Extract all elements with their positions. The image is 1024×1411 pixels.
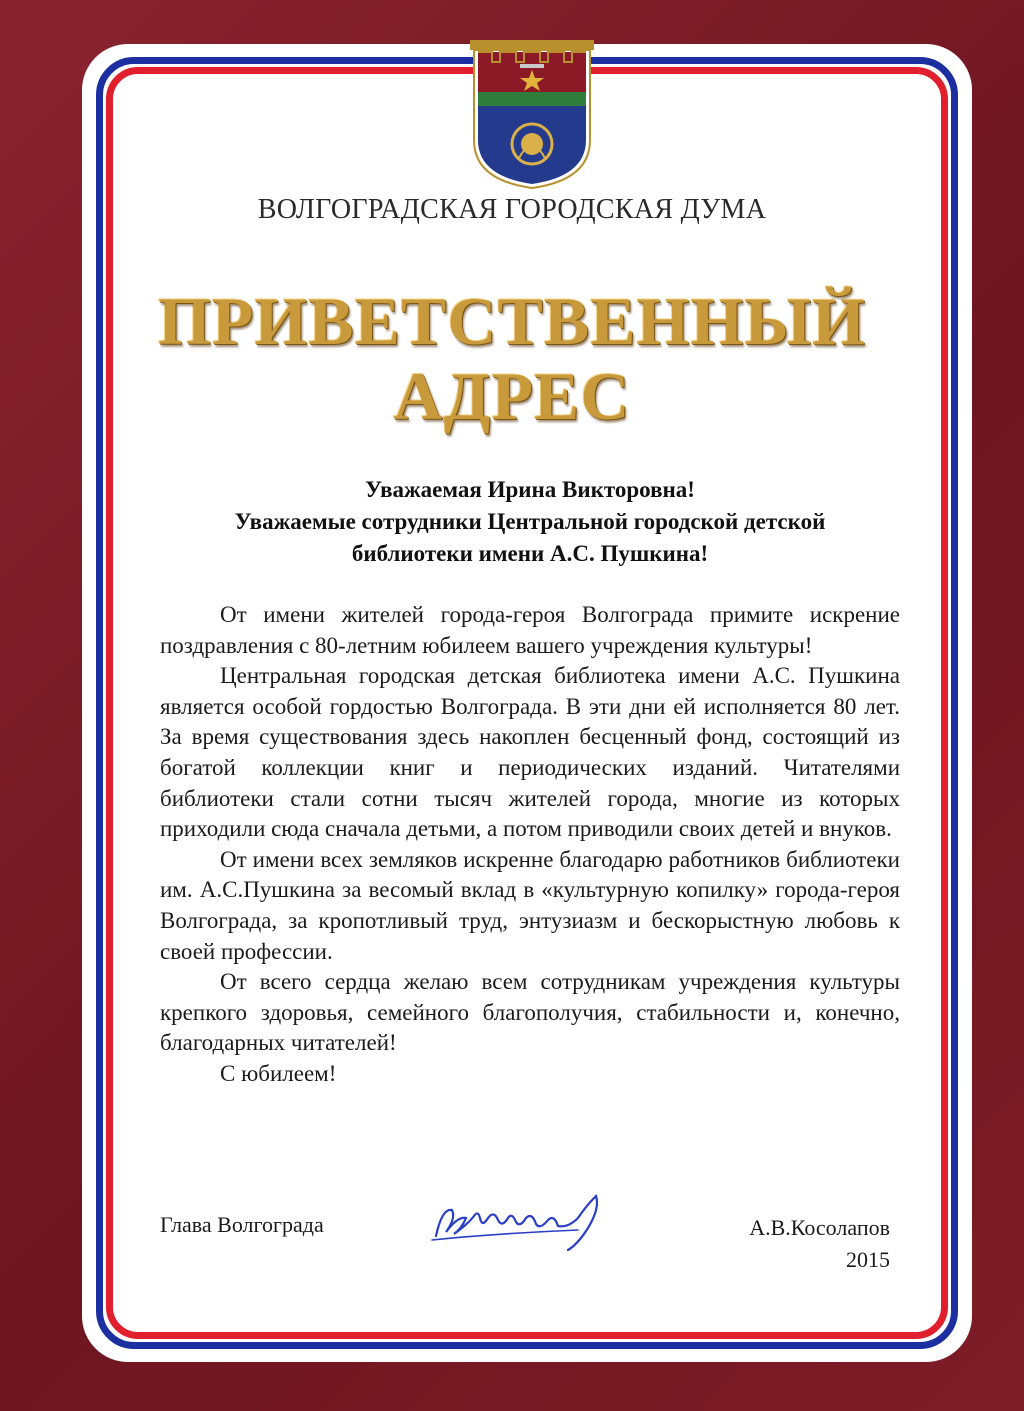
paragraph: От всего сердца желаю всем сотрудникам учреждения культуры крепкого здоровья, семейного благополучия, стабильности и, конечно, благодарных читателей! (160, 969, 900, 1056)
paragraph: От имени жителей города-героя Волгограда примите искрение поздравления с 80-летним юбилеем вашего учреждения культуры! (160, 602, 900, 658)
handwritten-signature (428, 1188, 618, 1258)
greeting (140, 474, 920, 570)
coat-of-arms-icon (470, 40, 594, 190)
letter-body (160, 600, 900, 1090)
greeting-line: Уважаемые сотрудники Центральной городской детской (234, 509, 826, 534)
document-year: 2015 (846, 1247, 890, 1272)
greeting-line: Уважаемая Ирина Викторовна! (365, 477, 695, 502)
title-line-1: ПРИВЕТСТВЕННЫЙ (157, 283, 866, 359)
signer-position: Глава Волгограда (160, 1212, 324, 1237)
signer-block (720, 1212, 890, 1276)
paragraph: С юбилеем! (220, 1060, 337, 1086)
title-line-2: АДРЕС (393, 358, 631, 434)
paragraph: Центральная городская детская библиотека имени А.С. Пушкина является особой гордостью Волгограда. В эти дни ей исполняется 80 лет. За время существования здесь накоплен бесценный фонд, состоящий из богатой коллекции книг и периодических изданий. Читателями библиотеки стали сотни тысяч жителей города, многие из которых приходили сюда сначала детьми, а потом приводили своих детей и внуков. (160, 663, 900, 842)
signer-name: А.В.Косолапов (749, 1215, 890, 1240)
paragraph: От имени всех земляков искренне благодарю работников библиотеки им. А.С.Пушкина за весомый вклад в «культурную копилку» города-героя Волгограда, за кропотливый труд, энтузиазм и бескорыстную любовь к своей профессии. (160, 846, 900, 964)
greeting-line: библиотеки имени А.С. Пушкина! (351, 541, 709, 566)
organization-name: ВОЛГОГРАДСКАЯ ГОРОДСКАЯ ДУМА (257, 194, 767, 225)
